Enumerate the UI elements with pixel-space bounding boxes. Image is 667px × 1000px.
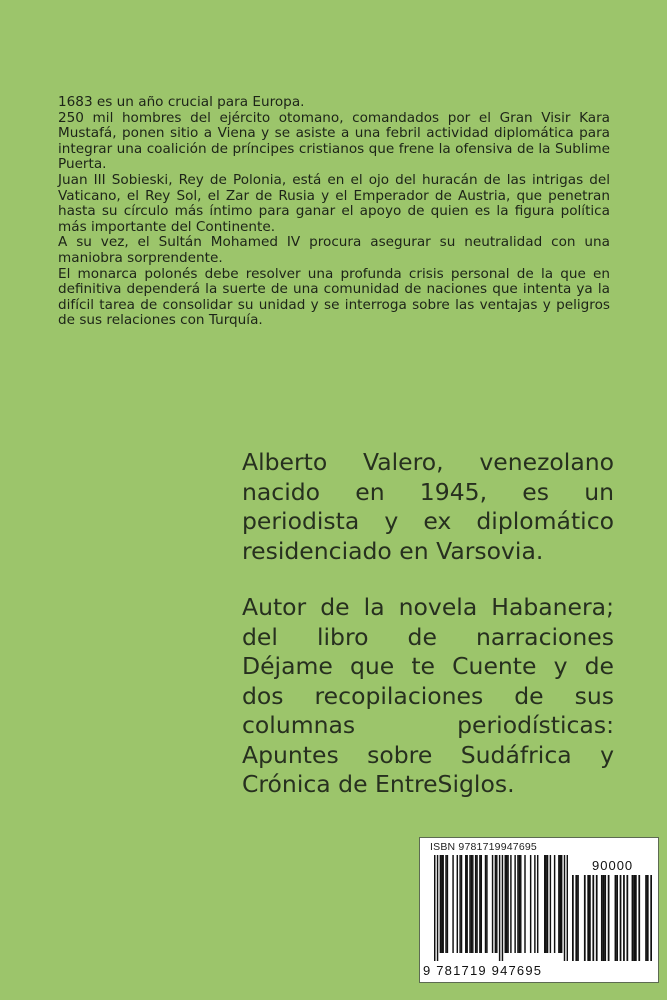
addon-bar [601, 875, 603, 961]
addon-bar [623, 875, 625, 961]
barcode-bar [537, 855, 538, 953]
barcode-bar [496, 855, 497, 953]
addon-bar [592, 875, 594, 961]
barcode-bar [457, 855, 458, 953]
synopsis-paragraph: El monarca polonés debe resolver una profunda crisis personal de la que en definitiva dependerá la suerte de una comunidad de naciones que intenta ya la difícil tarea de consolidar su unidad y se interroga sobre las ventajas y peligros de sus relaciones con Turquía. [58, 265, 610, 329]
addon-bar [572, 875, 574, 961]
barcode-bar [495, 855, 496, 953]
barcode-bar [550, 855, 551, 953]
addon-bar [575, 875, 577, 961]
author-bio-paragraph: Alberto Valero, venezolano nacido en 1945, es un periodista y ex diplomático residenciado en Varsovia. [242, 448, 614, 565]
author-bio-paragraph: Autor de la novela Habanera; del libro de narraciones Déjame que te Cuente y de dos recopilaciones de sus columnas periodísticas: Apuntes sobre Sudáfrica y Crónica de EntreSiglos. [242, 593, 614, 798]
barcode-bar [567, 855, 568, 961]
price-addon-number: 90000 [592, 858, 634, 873]
addon-bars [572, 875, 652, 961]
barcode-bar [560, 855, 561, 953]
isbn-barcode [419, 837, 659, 983]
barcode-bar [471, 855, 472, 953]
addon-bar [615, 875, 617, 961]
barcode-bar [434, 855, 435, 961]
barcode-bar [547, 855, 548, 953]
barcode-bar [492, 855, 493, 953]
isbn-label: ISBN 9781719947695 [430, 841, 537, 853]
barcode-bar [517, 855, 518, 953]
synopsis-paragraph: 1683 es un año crucial para Europa. [58, 94, 305, 110]
barcode-bar [479, 855, 480, 953]
barcode-bar [519, 855, 520, 953]
barcode-bar [564, 855, 565, 961]
barcode-bar [514, 855, 515, 953]
barcode-bar [486, 855, 487, 953]
barcode-bar [561, 855, 562, 953]
barcode-bar [452, 855, 453, 953]
author-bio [242, 448, 614, 827]
addon-bar [587, 875, 589, 961]
addon-bar [608, 875, 610, 961]
barcode-bar [558, 855, 559, 953]
barcode-bar [506, 855, 507, 953]
barcode-bar [481, 855, 482, 953]
barcode-bar [524, 855, 525, 953]
barcode-bar [445, 855, 446, 953]
barcode-bar [447, 855, 448, 953]
barcode-bar [472, 855, 473, 953]
addon-bar [596, 875, 598, 961]
barcode-bar [520, 855, 521, 953]
addon-bar [650, 875, 652, 961]
barcode-bar [530, 855, 531, 953]
ean13-bars [434, 855, 568, 961]
addon-bar [584, 875, 586, 961]
addon-bar [645, 875, 647, 961]
addon-bar [577, 875, 579, 961]
barcode-bar [441, 855, 442, 953]
synopsis-paragraph: 250 mil hombres del ejército otomano, comandados por el Gran Visir Kara Mustafá, ponen sitio a Viena y se asiste a una febril actividad diplomática para integrar una coalición de príncipes cristianos que frene la ofensiva de la Sublime Puerta. [58, 109, 610, 173]
barcode-bar [459, 855, 460, 953]
barcode-bar [466, 855, 467, 953]
barcode-bar [545, 855, 546, 953]
addon-bar [604, 875, 606, 961]
barcode-bar [544, 855, 545, 953]
synopsis-text [58, 95, 610, 329]
addon-bar [647, 875, 649, 961]
addon-bar [620, 875, 622, 961]
barcode-bar [442, 855, 443, 953]
barcode-bar [465, 855, 466, 953]
synopsis-paragraph: Juan III Sobieski, Rey de Polonia, está en el ojo del huracán de las intrigas del Vaticano, el Rey Sol, el Zar de Rusia y el Emperador de Austria, que penetran hasta su círculo más íntimo para ganar el apoyo de quien es la figura política más importante del Continente. [58, 171, 610, 235]
addon-bar [638, 875, 640, 961]
barcode-bar [475, 855, 476, 953]
barcode-bar [510, 855, 511, 953]
barcode-bar [502, 855, 503, 961]
barcode-bar [507, 855, 508, 953]
barcode-bar [440, 855, 441, 953]
barcode-bar [485, 855, 486, 953]
addon-bar [626, 875, 628, 961]
addon-bar [589, 875, 591, 961]
addon-bar [635, 875, 637, 961]
barcode-bar [476, 855, 477, 953]
barcode-bar [499, 855, 500, 961]
addon-bar [633, 875, 635, 961]
barcode-bar [469, 855, 470, 953]
addon-bar [603, 875, 605, 961]
barcode-bar [534, 855, 535, 953]
barcode-bar [505, 855, 506, 953]
addon-bar [616, 875, 618, 961]
addon-bar [632, 875, 634, 961]
barcode-bar [461, 855, 462, 953]
barcode-bar [554, 855, 555, 953]
synopsis-paragraph: A su vez, el Sultán Mohamed IV procura asegurar su neutralidad con una maniobra sorprendente. [58, 234, 610, 266]
barcode-bar [437, 855, 438, 961]
isbn-digits: 9 781719 947695 [423, 963, 543, 978]
